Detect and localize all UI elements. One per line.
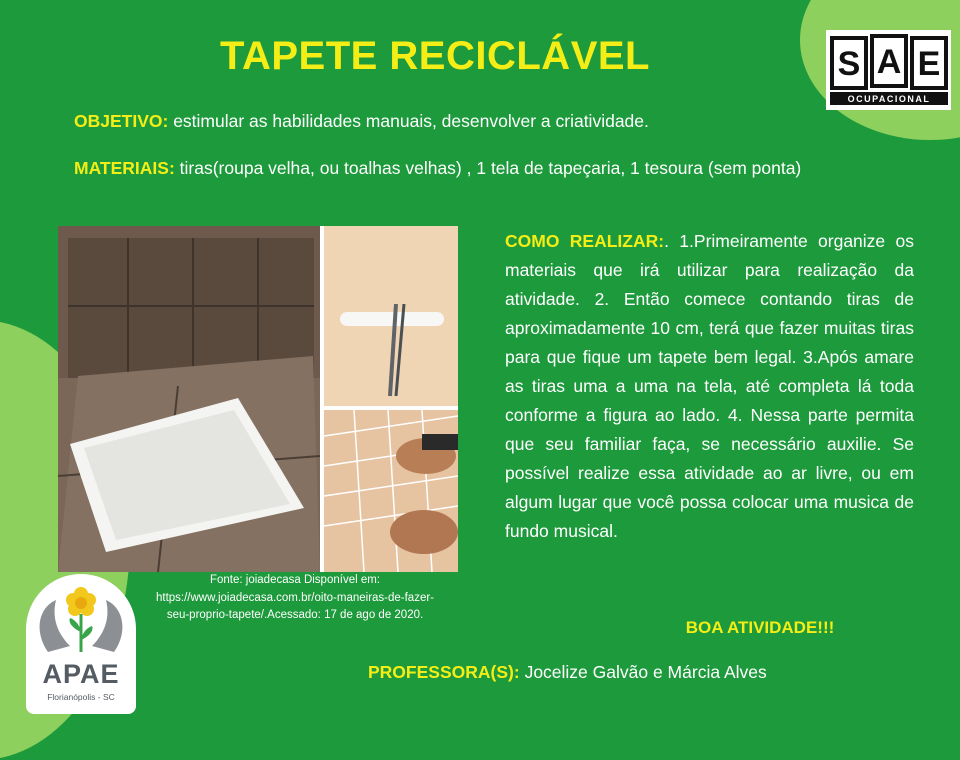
sae-letter-a: A [876,43,902,81]
right-hand-icon [92,600,122,652]
instructions-text: . 1.Primeiramente organize os materiais que irá utilizar para realização da atividade. 2. Então comece contando tiras de aproximadamente 10 cm, terá que fazer muitas tiras para que fique um tapete bem legal. 3.Após amare as tiras uma a uma na tela, até completa lá toda conforme a figura ao lado. 4. Nessa parte permita que seu familiar faça, se necessário auxilie. Se possível realize essa atividade ao ar livre, ou em algum lugar que você possa colocar uma musica de fundo musical. [505,231,914,541]
objective-label: OBJETIVO: [74,111,169,131]
materials-label: MATERIAIS: [74,158,175,178]
sae-subtitle: OCUPACIONAL [847,94,931,104]
teachers-label: PROFESSORA(S): [368,662,520,682]
materials-paragraph [74,155,886,182]
sae-letter-s: S [837,45,861,83]
instructions-paragraph [505,227,914,546]
sae-logo [826,30,951,110]
page-title: TAPETE RECICLÁVEL [219,34,650,78]
teachers-names: Jocelize Galvão e Márcia Alves [524,662,767,682]
apae-city: Florianópolis - SC [47,692,115,702]
image-source-caption [150,572,440,625]
closing-message: BOA ATIVIDADE!!! [685,618,835,637]
objective-paragraph [74,108,874,135]
apae-name: APAE [42,659,120,689]
rug-photo-collage [58,226,458,572]
caption-line-1: Fonte: joiadecasa Disponível em: [209,574,381,586]
flower-icon [66,587,96,652]
left-hand-icon [40,600,70,652]
caption-line-2: https://www.joiadecasa.com.br/oito-maneiras-de-fazer-seu-proprio-tapete/.Acessado: 17 de ago de 2020. [155,591,435,621]
apae-logo [26,574,136,714]
teachers-line [368,662,888,683]
materials-text: tiras(roupa velha, ou toalhas velhas) , 1 tela de tapeçaria, 1 tesoura (sem ponta) [179,158,802,178]
objective-text: estimular as habilidades manuais, desenvolver a criatividade. [173,111,649,131]
instructions-label: COMO REALIZAR: [505,231,665,251]
sae-letter-e: E [917,45,941,83]
